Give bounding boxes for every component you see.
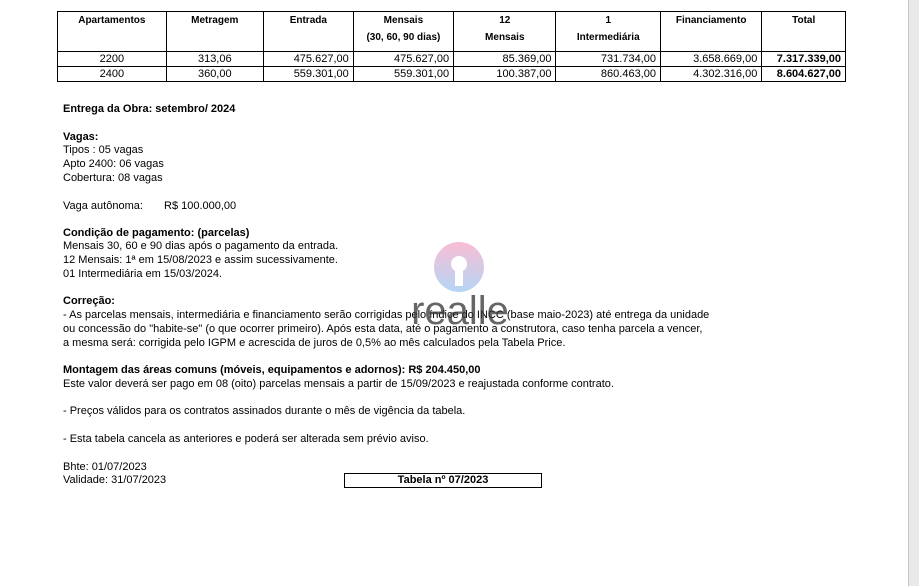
condicao-item: Mensais 30, 60 e 90 dias após o pagamento da entrada. <box>63 240 339 252</box>
tabela-number-box: Tabela nº 07/2023 <box>344 473 542 488</box>
montagem-text: Este valor deverá ser pago em 08 (oito) parcelas mensais a partir de 15/09/2023 e reajustada conforme contrato. <box>63 378 614 390</box>
header-metragem: Metragem <box>166 12 263 52</box>
cell-intermediaria: 731.734,00 <box>556 52 661 67</box>
header-intermediaria: 1 Intermediária <box>556 12 661 52</box>
condicao-item: 12 Mensais: 1ª em 15/08/2023 e assim sucessivamente. <box>63 254 338 266</box>
cell-metragem: 360,00 <box>166 67 263 82</box>
cell-financiamento: 4.302.316,00 <box>660 67 761 82</box>
cell-mensais: 475.627,00 <box>353 52 453 67</box>
correcao-line: - As parcelas mensais, intermediária e financiamento serão corrigidas pelo índice do INCC (base maio-2023) até entrega da unidade <box>63 309 710 321</box>
cell-12-mensais: 100.387,00 <box>454 67 556 82</box>
header-apartamentos: Apartamentos <box>58 12 167 52</box>
cell-total: 8.604.627,00 <box>762 67 846 82</box>
correcao-line: a mesma será: corrigida pelo IGPM e acrescida de juros de 0,5% ao mês calculados pela Tabela Price. <box>63 337 566 349</box>
cell-mensais: 559.301,00 <box>353 67 453 82</box>
cell-12-mensais: 85.369,00 <box>454 52 556 67</box>
header-12-mensais: 12 Mensais <box>454 12 556 52</box>
cell-financiamento: 3.658.669,00 <box>660 52 761 67</box>
cell-total: 7.317.339,00 <box>762 52 846 67</box>
header-total: Total <box>762 12 846 52</box>
vaga-autonoma-label: Vaga autônoma: <box>63 200 143 212</box>
cell-apartamento: 2400 <box>58 67 167 82</box>
cell-entrada: 559.301,00 <box>263 67 353 82</box>
entrega-obra: Entrega da Obra: setembro/ 2024 <box>63 103 236 115</box>
vagas-item: Tipos : 05 vagas <box>63 144 144 156</box>
correcao-line: ou concessão do "habite-se" (o que ocorrer primeiro). Após esta data, até o pagamento a construtora, caso tenha parcela a vencer, <box>63 323 703 335</box>
footer-validade: Validade: 31/07/2023 <box>63 474 167 486</box>
realle-watermark-logo <box>398 240 522 340</box>
table-header-row <box>58 12 846 52</box>
vagas-item: Cobertura: 08 vagas <box>63 172 163 184</box>
vaga-autonoma-value: R$ 100.000,00 <box>164 200 237 212</box>
vagas-item: Apto 2400: 06 vagas <box>63 158 164 170</box>
table-row <box>58 52 846 67</box>
cell-metragem: 313,06 <box>166 52 263 67</box>
scrollbar-strip[interactable] <box>908 0 919 586</box>
header-entrada: Entrada <box>263 12 353 52</box>
logo-keyhole-stem-icon <box>455 268 463 286</box>
logo-wordmark: realle <box>411 289 509 333</box>
nota-cancela: - Esta tabela cancela as anteriores e poderá ser alterada sem prévio aviso. <box>63 433 429 445</box>
cell-intermediaria: 860.463,00 <box>556 67 661 82</box>
montagem-title: Montagem das áreas comuns (móveis, equipamentos e adornos): R$ 204.450,00 <box>63 364 481 376</box>
cell-apartamento: 2200 <box>58 52 167 67</box>
table-row <box>58 67 846 82</box>
price-table <box>57 11 846 82</box>
cell-entrada: 475.627,00 <box>263 52 353 67</box>
header-mensais: Mensais (30, 60, 90 dias) <box>353 12 453 52</box>
header-financiamento: Financiamento <box>660 12 761 52</box>
nota-precos: - Preços válidos para os contratos assinados durante o mês de vigência da tabela. <box>63 405 466 417</box>
vagas-title: Vagas: <box>63 131 99 143</box>
condicao-title: Condição de pagamento: (parcelas) <box>63 227 250 239</box>
correcao-title: Correção: <box>63 295 115 307</box>
footer-bhte: Bhte: 01/07/2023 <box>63 461 147 473</box>
condicao-item: 01 Intermediária em 15/03/2024. <box>63 268 222 280</box>
